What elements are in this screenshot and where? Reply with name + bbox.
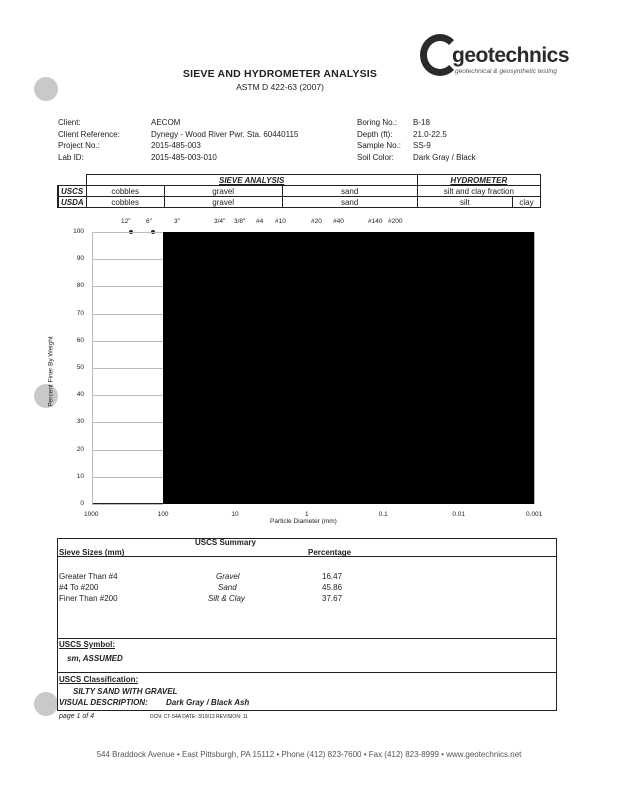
x-tick-label: 0.01 [452,511,465,518]
y-tick-label: 30 [76,418,84,426]
divider [57,638,557,639]
visual-description-label: VISUAL DESCRIPTION: [59,698,148,707]
y-tick-label: 100 [73,228,84,235]
client-ref-value: Dynegy - Wood River Pwr. Sta. 60440115 [151,129,299,139]
info-right-labels [357,117,401,163]
sieve-label: #200 [388,218,403,225]
gridline [92,314,163,315]
gridline [92,422,163,423]
page-title: SIEVE AND HYDROMETER ANALYSIS [182,68,378,80]
gridline [92,232,163,233]
x-tick-label: 0.001 [526,511,543,518]
client-label: Client: [58,118,81,127]
sieve-label: 3/4" [214,218,226,225]
summary-type: Silt & Clay [208,594,245,603]
uscs-silt-clay: silt and clay fraction [417,186,540,197]
sieve-label: #40 [333,218,344,225]
info-right-values [413,117,476,163]
punch-hole [34,692,58,716]
client-ref-label: Client Reference: [58,129,120,139]
y-tick-label: 10 [76,472,84,480]
summary-type: Gravel [216,572,240,581]
y-tick-label: 0 [80,500,84,507]
project-no-value: 2015-485-003 [151,141,201,150]
summary-type: Sand [218,583,237,592]
sieve-label: 12" [121,218,131,225]
sample-label: Sample No.: [357,141,402,150]
gridline [92,286,163,287]
divider [57,556,557,557]
gridline [92,477,163,478]
sieve-label: #4 [256,218,264,225]
usda-gravel: gravel [164,197,282,208]
gridline [92,504,163,505]
footer-address: 544 Braddock Avenue • East Pittsburgh, PA 15112 • Phone (412) 823-7600 • Fax (412) 823-8999 • www.geotechnics.net [96,750,522,759]
sample-value: SS-9 [413,141,431,150]
uscs-symbol-value: sm, ASSUMED [67,654,123,663]
uscs-classification-label: USCS Classification: [59,675,139,684]
depth-label: Depth (ft): [357,129,393,139]
x-tick-label: 10 [231,511,239,518]
uscs-classification-value: SILTY SAND WITH GRAVEL [73,687,178,696]
lab-id-value: 2015-485-003-010 [151,152,217,162]
summary-pct: 45.86 [322,583,343,592]
x-tick-label: 1 [305,511,309,518]
y-tick-label: 90 [76,255,84,263]
x-axis-label: Particle Diameter (mm) [270,518,337,525]
x-tick-label: 100 [157,511,169,518]
sieve-label: #10 [275,218,286,225]
page-number: page 1 of 4 [59,713,95,720]
info-left-labels [58,117,120,163]
summary-pct: 16.47 [322,572,343,581]
y-axis-label: Percent Finer By Weight [47,336,55,407]
gridline [92,395,163,396]
summary-range: Finer Than #200 [59,594,118,603]
usda-clay: clay [513,197,541,208]
y-tick-label: 70 [76,309,84,317]
gridline [92,232,93,504]
lab-id-label: Lab ID: [58,152,84,162]
soil-color-label: Soil Color: [357,152,394,162]
y-tick-label: 20 [76,445,84,453]
divider [57,672,557,673]
y-tick-label: 80 [76,282,84,290]
sieve-label: #20 [311,218,322,225]
hydrometer-header: HYDROMETER [417,175,540,186]
classification-table [57,174,541,208]
gridline [92,368,163,369]
summary-title: USCS Summary [195,538,256,547]
uscs-cobbles: cobbles [86,186,164,197]
sieve-analysis-header: SIEVE ANALYSIS [86,175,417,186]
x-tick-label: 1000 [84,511,99,518]
summary-range: #4 To #200 [59,583,99,592]
gridline [92,341,163,342]
percentage-header: Percentage [308,548,352,557]
chart-redaction [163,232,534,504]
sieve-label: #140 [368,218,383,225]
client-value: AECOM [151,118,181,127]
uscs-gravel: gravel [164,186,282,197]
logo-tagline: geotechnical & geosynthetic testing [455,68,557,75]
depth-value: 21.0-22.5 [413,129,447,139]
soil-color-value: Dark Gray / Black [413,152,476,162]
gridline [92,450,163,451]
usda-cobbles: cobbles [86,197,164,208]
sieve-label: 6" [146,218,152,225]
page-subtitle: ASTM D 422-63 (2007) [236,82,324,92]
sieve-sizes-header: Sieve Sizes (mm) [59,548,125,557]
usda-silt: silt [417,197,512,208]
sieve-label: 3/8" [234,218,246,225]
gridline [534,232,535,504]
summary-box [57,538,557,711]
visual-description-value: Dark Gray / Black Ash [166,698,250,707]
x-tick-label: 0.1 [378,511,388,518]
summary-range: Greater Than #4 [59,572,118,581]
document-code: DCN: CT-S4A DATE: 3/19/13 REVISION: 11 [150,714,248,720]
uscs-label: USCS [58,186,86,197]
gridline [92,259,163,260]
info-left-values [151,117,298,163]
boring-label: Boring No.: [357,118,398,127]
uscs-symbol-label: USCS Symbol: [59,640,116,649]
y-tick-label: 40 [76,391,84,399]
project-no-label: Project No.: [58,141,100,150]
logo-text: geotechnics [452,44,570,67]
y-tick-label: 60 [76,336,84,344]
summary-pct: 37.67 [322,594,343,603]
boring-value: B-18 [413,118,430,127]
uscs-sand: sand [282,186,417,197]
sieve-label: 3" [174,218,180,225]
y-tick-label: 50 [76,364,84,371]
usda-sand: sand [282,197,417,208]
usda-label: USDA [58,197,86,208]
